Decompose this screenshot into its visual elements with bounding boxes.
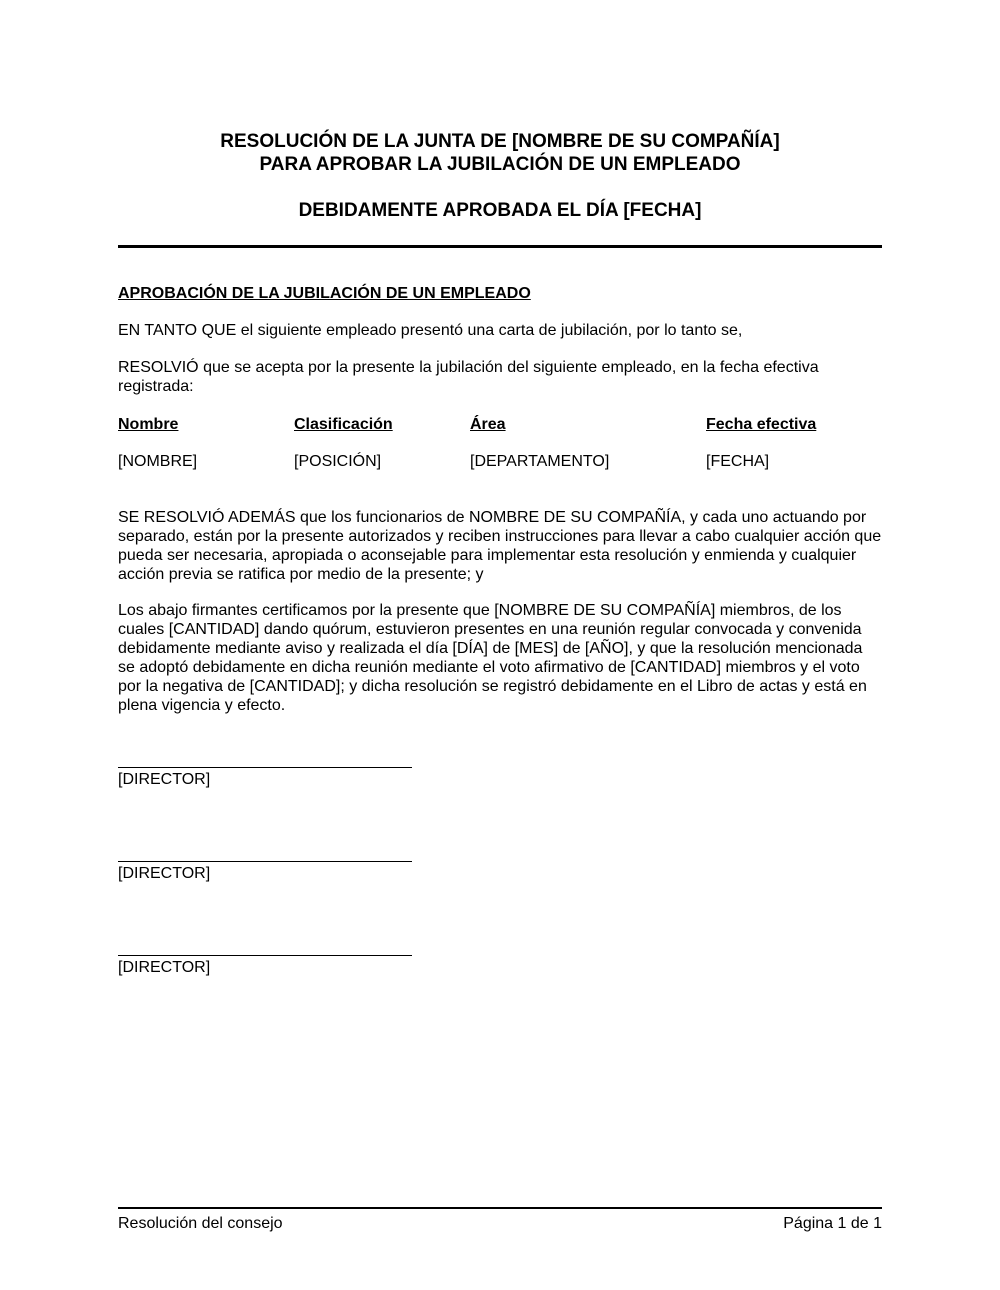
header-divider [118, 245, 882, 248]
footer-divider [118, 1207, 882, 1209]
column-header-effective-date: Fecha efectiva [706, 416, 817, 433]
resolved-paragraph: RESOLVIÓ que se acepta por la presente la jubilación del siguiente empleado, en la fecha efectiva registrada: [118, 359, 819, 395]
table-cell-position: [POSICIÓN] [294, 453, 382, 470]
title-line-2: PARA APROBAR LA JUBILACIÓN DE UN EMPLEADO [259, 154, 741, 175]
title-line-1: RESOLUCIÓN DE LA JUNTA DE [NOMBRE DE SU COMPAÑÍA] [220, 131, 780, 152]
table-cell-department: [DEPARTAMENTO] [470, 453, 610, 470]
signature-line-1 [118, 767, 412, 768]
section-heading: APROBACIÓN DE LA JUBILACIÓN DE UN EMPLEADO [118, 285, 531, 302]
column-header-name: Nombre [118, 416, 179, 433]
signature-line-2 [118, 861, 412, 862]
signature-line-3 [118, 955, 412, 956]
certification-paragraph: Los abajo firmantes certificamos por la presente que [NOMBRE DE SU COMPAÑÍA] miembros, de los cuales [CANTIDAD] dando quórum, estuvieron presentes en una reunión regular convocada y convenida debidamente mediante aviso y realizada el día [DÍA] de [MES] de [AÑO], y que la resolución mencionada se adoptó debidamente en dicha reunión mediante el voto afirmativo de [CANTIDAD] miembros y el voto por la negativa de [CANTIDAD]; y dicha resolución se registró debidamente en el Libro de actas y está en plena vigencia y efecto. [118, 602, 867, 714]
document-subtitle: DEBIDAMENTE APROBADA EL DÍA [FECHA] [298, 200, 702, 221]
column-header-classification: Clasificación [294, 416, 393, 433]
document-title [118, 130, 882, 176]
further-resolved-paragraph: SE RESOLVIÓ ADEMÁS que los funcionarios de NOMBRE DE SU COMPAÑÍA, y cada uno actuando por separado, están por la presente autorizados y reciben instrucciones para llevar a cabo cualquier acción que pueda ser necesaria, apropiada o aconsejable para implementar esta resolución y enmienda y cualquier acción previa se ratifica por medio de la presente; y [118, 509, 882, 583]
signature-label-2: [DIRECTOR] [118, 865, 211, 882]
table-cell-name: [NOMBRE] [118, 453, 198, 470]
column-header-area: Área [470, 416, 506, 433]
signature-label-3: [DIRECTOR] [118, 959, 211, 976]
table-cell-date: [FECHA] [706, 453, 770, 470]
signature-label-1: [DIRECTOR] [118, 771, 211, 788]
whereas-paragraph: EN TANTO QUE el siguiente empleado presentó una carta de jubilación, por lo tanto se, [118, 322, 743, 339]
footer-document-name: Resolución del consejo [118, 1215, 283, 1232]
footer-page-number: Página 1 de 1 [783, 1215, 882, 1232]
